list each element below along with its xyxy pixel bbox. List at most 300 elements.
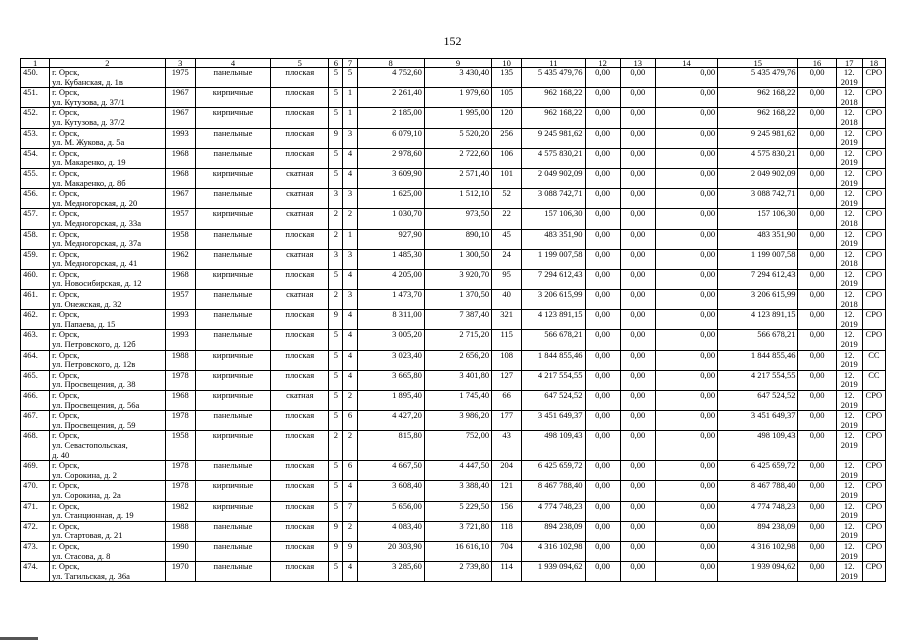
row-number: 473. [21,541,50,561]
table-row [21,310,886,330]
residents-count: 45 [492,229,522,249]
wall-material: кирпичные [195,209,270,229]
year-built: 1958 [165,229,195,249]
residents-count: 127 [492,370,522,390]
completion-date-line: 2018 [840,298,858,309]
cost-column-13: 0,00 [620,330,655,350]
address-cell [50,168,166,188]
wall-material: кирпичные [195,88,270,108]
cost-column-16: 0,00 [798,310,836,330]
cost-column-16: 0,00 [798,562,836,582]
entrances-count: 1 [343,229,357,249]
table-row [21,68,886,88]
owners-funds: 483 351,90 [718,229,798,249]
completion-date-line: 12. [843,188,855,199]
total-cost: 3 206 615,99 [522,290,585,310]
owners-funds: 4 575 830,21 [718,148,798,168]
cost-column-14: 0,00 [655,168,717,188]
living-area: 1 995,00 [424,108,491,128]
roof-type: плоская [271,521,329,541]
residents-count: 95 [492,269,522,289]
year-built: 1958 [165,431,195,461]
address-cell [50,269,166,289]
cost-column-13: 0,00 [620,128,655,148]
cost-column-12: 0,00 [585,249,620,269]
address-line: г. Орск, [52,521,80,531]
year-built: 1988 [165,521,195,541]
address-line: ул. Онежская, д. 32 [52,298,122,309]
cost-column-13: 0,00 [620,541,655,561]
total-area: 1 030,70 [357,209,424,229]
address-line: г. Орск, [52,370,80,380]
completion-date-line: 2019 [840,570,858,581]
owners-funds: 3 206 615,99 [718,290,798,310]
owners-funds: 6 425 659,72 [718,461,798,481]
cost-column-14: 0,00 [655,541,717,561]
total-area: 4 427,20 [357,411,424,431]
total-area: 3 023,40 [357,350,424,370]
completion-date [836,370,862,390]
completion-date [836,128,862,148]
cost-column-13: 0,00 [620,249,655,269]
roof-type: скатная [271,209,329,229]
cost-column-12: 0,00 [585,391,620,411]
address-cell [50,431,166,461]
wall-material: панельные [195,249,270,269]
completion-date-line: 2019 [840,177,858,188]
cost-column-14: 0,00 [655,391,717,411]
total-cost: 157 106,30 [522,209,585,229]
cost-column-13: 0,00 [620,411,655,431]
row-number: 474. [21,562,50,582]
completion-date-line: 12. [843,249,855,259]
wall-material: панельные [195,148,270,168]
total-cost: 4 217 554,55 [522,370,585,390]
total-cost: 498 109,43 [522,431,585,461]
funding-method: СРО [862,541,885,561]
address-line: г. Орск, [52,350,80,360]
cost-column-13: 0,00 [620,229,655,249]
address-line: г. Орск, [52,208,80,219]
cost-column-16: 0,00 [798,370,836,390]
address-line: ул. Медногорская, д. 20 [52,197,138,208]
address-line: ул. Медногорская, д. 33а [52,217,142,228]
completion-date [836,189,862,209]
column-number-header: 3 [165,59,195,68]
floors-count: 5 [329,461,343,481]
cost-column-16: 0,00 [798,269,836,289]
completion-date [836,391,862,411]
address-line: г. Орск, [52,107,80,118]
completion-date-line: 2019 [840,469,858,480]
owners-funds: 8 467 788,40 [718,481,798,501]
entrances-count: 2 [343,209,357,229]
living-area: 3 430,40 [424,68,491,88]
residents-count: 24 [492,249,522,269]
completion-date [836,431,862,461]
entrances-count: 2 [343,431,357,461]
row-number: 465. [21,370,50,390]
wall-material: кирпичные [195,108,270,128]
cost-column-14: 0,00 [655,461,717,481]
owners-funds: 4 316 102,98 [718,541,798,561]
living-area: 890,10 [424,229,491,249]
roof-type: плоская [271,148,329,168]
funding-method: СС [862,350,885,370]
table-row [21,391,886,411]
total-area: 1 895,40 [357,391,424,411]
owners-funds: 9 245 981,62 [718,128,798,148]
completion-date-line: 2019 [840,489,858,500]
column-number-header: 7 [343,59,357,68]
floors-count: 5 [329,68,343,88]
total-area: 4 752,60 [357,68,424,88]
total-area: 3 665,80 [357,370,424,390]
owners-funds: 962 168,22 [718,88,798,108]
table-row [21,461,886,481]
row-number: 455. [21,168,50,188]
row-number: 452. [21,108,50,128]
wall-material: кирпичные [195,370,270,390]
residents-count: 156 [492,501,522,521]
completion-date [836,541,862,561]
cost-column-14: 0,00 [655,148,717,168]
address-line: г. Орск, [52,410,80,421]
address-cell [50,108,166,128]
page-number: 152 [443,34,462,48]
completion-date [836,411,862,431]
table-row [21,431,886,461]
cost-column-14: 0,00 [655,481,717,501]
cost-column-13: 0,00 [620,391,655,411]
roof-type: плоская [271,128,329,148]
total-cost: 8 467 788,40 [522,481,585,501]
completion-date-line: 12. [843,148,855,158]
cost-column-16: 0,00 [798,501,836,521]
total-cost: 962 168,22 [522,108,585,128]
total-cost: 6 425 659,72 [522,461,585,481]
wall-material: панельные [195,521,270,541]
wall-material: панельные [195,290,270,310]
roof-type: скатная [271,168,329,188]
wall-material: панельные [195,330,270,350]
cost-column-14: 0,00 [655,310,717,330]
completion-date-line: 12. [843,430,855,441]
completion-date-line: 2019 [840,278,858,289]
cost-column-12: 0,00 [585,269,620,289]
cost-column-12: 0,00 [585,431,620,461]
column-number-header: 1 [21,59,50,68]
wall-material: панельные [195,310,270,330]
total-cost: 3 088 742,71 [522,189,585,209]
address-line: г. Орск, [52,480,80,491]
cost-column-14: 0,00 [655,501,717,521]
year-built: 1993 [165,310,195,330]
entrances-count: 1 [343,88,357,108]
cost-column-13: 0,00 [620,88,655,108]
funding-method: СРО [862,148,885,168]
cost-column-13: 0,00 [620,189,655,209]
total-cost: 4 316 102,98 [522,541,585,561]
completion-date-line: 12. [843,168,855,178]
row-number: 462. [21,310,50,330]
address-cell [50,88,166,108]
cost-column-13: 0,00 [620,521,655,541]
column-number-header: 4 [195,59,270,68]
roof-type: плоская [271,350,329,370]
table-row [21,501,886,521]
wall-material: панельные [195,562,270,582]
completion-date-line: 2019 [840,137,858,148]
column-number-header: 2 [50,59,166,68]
residents-count: 204 [492,461,522,481]
completion-date [836,148,862,168]
floors-count: 2 [329,229,343,249]
funding-method: СРО [862,391,885,411]
residents-count: 106 [492,148,522,168]
cost-column-16: 0,00 [798,229,836,249]
table-body [21,59,886,582]
address-line: ул. Медногорская, д. 41 [52,258,138,269]
table-row [21,108,886,128]
address-cell [50,128,166,148]
address-line: ул. Кутузова, д. 37/2 [52,116,125,127]
cost-column-16: 0,00 [798,521,836,541]
roof-type: скатная [271,249,329,269]
total-area: 815,80 [357,431,424,461]
floors-count: 9 [329,521,343,541]
cost-column-16: 0,00 [798,148,836,168]
completion-date-line: 12. [843,350,855,360]
completion-date [836,108,862,128]
table-row [21,481,886,501]
completion-date-line: 12. [843,107,855,118]
address-cell [50,249,166,269]
cost-column-16: 0,00 [798,249,836,269]
table-row [21,290,886,310]
completion-date-line: 12. [843,269,855,279]
entrances-count: 4 [343,310,357,330]
cost-column-12: 0,00 [585,168,620,188]
total-cost: 483 351,90 [522,229,585,249]
cost-column-14: 0,00 [655,128,717,148]
total-area: 3 285,60 [357,562,424,582]
row-number: 470. [21,481,50,501]
column-number-header: 17 [836,59,862,68]
owners-funds: 1 844 855,46 [718,350,798,370]
table-row [21,229,886,249]
table-row [21,128,886,148]
floors-count: 5 [329,148,343,168]
floors-count: 5 [329,330,343,350]
address-line: ул. Стасова, д. 8 [52,550,111,561]
floors-count: 9 [329,310,343,330]
column-number-header: 9 [424,59,491,68]
residents-count: 120 [492,108,522,128]
total-cost: 7 294 612,43 [522,269,585,289]
address-cell [50,501,166,521]
completion-date-line: 12. [843,410,855,421]
cost-column-12: 0,00 [585,108,620,128]
owners-funds: 3 088 742,71 [718,189,798,209]
completion-date-line: 2018 [840,258,858,269]
table-row [21,350,886,370]
cost-column-16: 0,00 [798,431,836,461]
completion-date [836,249,862,269]
cost-column-12: 0,00 [585,148,620,168]
completion-date [836,562,862,582]
table-row [21,370,886,390]
cost-column-12: 0,00 [585,541,620,561]
address-line: д. 40 [52,449,70,460]
completion-date-line: 12. [843,561,855,572]
address-line: г. Орск, [52,430,80,441]
floors-count: 3 [329,189,343,209]
residents-count: 114 [492,562,522,582]
table-row [21,269,886,289]
address-line: ул. Макаренко, д. 19 [52,157,126,168]
cost-column-12: 0,00 [585,562,620,582]
cost-column-12: 0,00 [585,68,620,88]
funding-method: СРО [862,249,885,269]
completion-date-line: 2019 [840,339,858,350]
row-number: 451. [21,88,50,108]
column-number-header: 6 [329,59,343,68]
completion-date-line: 12. [843,128,855,138]
completion-date-line: 12. [843,541,855,551]
total-cost: 647 524,52 [522,391,585,411]
address-line: г. Орск, [52,541,80,551]
total-cost: 1 844 855,46 [522,350,585,370]
residents-count: 115 [492,330,522,350]
address-line: г. Орск, [52,87,80,98]
year-built: 1990 [165,541,195,561]
cost-column-16: 0,00 [798,330,836,350]
wall-material: панельные [195,461,270,481]
address-line: г. Орск, [52,249,80,259]
residents-count: 43 [492,431,522,461]
funding-method: СРО [862,501,885,521]
address-line: ул. М. Жукова, д. 5а [52,137,125,148]
roof-type: плоская [271,501,329,521]
cost-column-12: 0,00 [585,128,620,148]
column-number-header: 10 [492,59,522,68]
cost-column-14: 0,00 [655,330,717,350]
cost-column-14: 0,00 [655,189,717,209]
address-cell [50,229,166,249]
total-area: 2 185,00 [357,108,424,128]
completion-date-line: 2019 [840,550,858,561]
owners-funds: 3 451 649,37 [718,411,798,431]
address-line: ул. Папаева, д. 15 [52,318,116,329]
total-cost: 2 049 902,09 [522,168,585,188]
total-cost: 3 451 649,37 [522,411,585,431]
table-row [21,168,886,188]
cost-column-12: 0,00 [585,330,620,350]
entrances-count: 4 [343,269,357,289]
residents-count: 177 [492,411,522,431]
wall-material: кирпичные [195,431,270,461]
wall-material: кирпичные [195,269,270,289]
wall-material: панельные [195,189,270,209]
living-area: 2 722,60 [424,148,491,168]
cost-column-14: 0,00 [655,108,717,128]
total-cost: 4 575 830,21 [522,148,585,168]
roof-type: плоская [271,461,329,481]
completion-date-line: 2019 [840,419,858,430]
completion-date-line: 2019 [840,439,858,450]
living-area: 1 745,40 [424,391,491,411]
total-area: 4 083,40 [357,521,424,541]
year-built: 1978 [165,481,195,501]
completion-date-line: 12. [843,87,855,98]
cost-column-16: 0,00 [798,541,836,561]
address-cell [50,189,166,209]
address-line: г. Орск, [52,501,80,511]
capital-repair-table [20,58,886,582]
floors-count: 5 [329,350,343,370]
entrances-count: 5 [343,68,357,88]
wall-material: панельные [195,128,270,148]
residents-count: 52 [492,189,522,209]
cost-column-13: 0,00 [620,370,655,390]
cost-column-13: 0,00 [620,481,655,501]
owners-funds: 4 217 554,55 [718,370,798,390]
entrances-count: 3 [343,128,357,148]
completion-date-line: 2019 [840,359,858,370]
row-number: 457. [21,209,50,229]
column-number-header: 15 [718,59,798,68]
cost-column-14: 0,00 [655,290,717,310]
entrances-count: 4 [343,148,357,168]
completion-date-line: 12. [843,67,855,77]
year-built: 1993 [165,128,195,148]
roof-type: скатная [271,290,329,310]
year-built: 1988 [165,350,195,370]
total-area: 2 261,40 [357,88,424,108]
table-row [21,249,886,269]
address-line: г. Орск, [52,460,80,471]
entrances-count: 4 [343,370,357,390]
cost-column-16: 0,00 [798,290,836,310]
roof-type: плоская [271,541,329,561]
address-line: г. Орск, [52,148,80,158]
year-built: 1970 [165,562,195,582]
cost-column-14: 0,00 [655,411,717,431]
total-cost: 962 168,22 [522,88,585,108]
living-area: 3 721,80 [424,521,491,541]
table-row [21,189,886,209]
entrances-count: 6 [343,461,357,481]
entrances-count: 2 [343,391,357,411]
cost-column-16: 0,00 [798,461,836,481]
residents-count: 121 [492,481,522,501]
cost-column-12: 0,00 [585,411,620,431]
cost-column-14: 0,00 [655,88,717,108]
wall-material: кирпичные [195,391,270,411]
residents-count: 101 [492,168,522,188]
total-area: 3 609,90 [357,168,424,188]
completion-date-line: 2018 [840,96,858,107]
owners-funds: 498 109,43 [718,431,798,461]
wall-material: панельные [195,411,270,431]
cost-column-14: 0,00 [655,229,717,249]
roof-type: плоская [271,370,329,390]
row-number: 469. [21,461,50,481]
address-line: ул. Тагильская, д. 36а [52,570,130,581]
cost-column-16: 0,00 [798,108,836,128]
cost-column-14: 0,00 [655,370,717,390]
